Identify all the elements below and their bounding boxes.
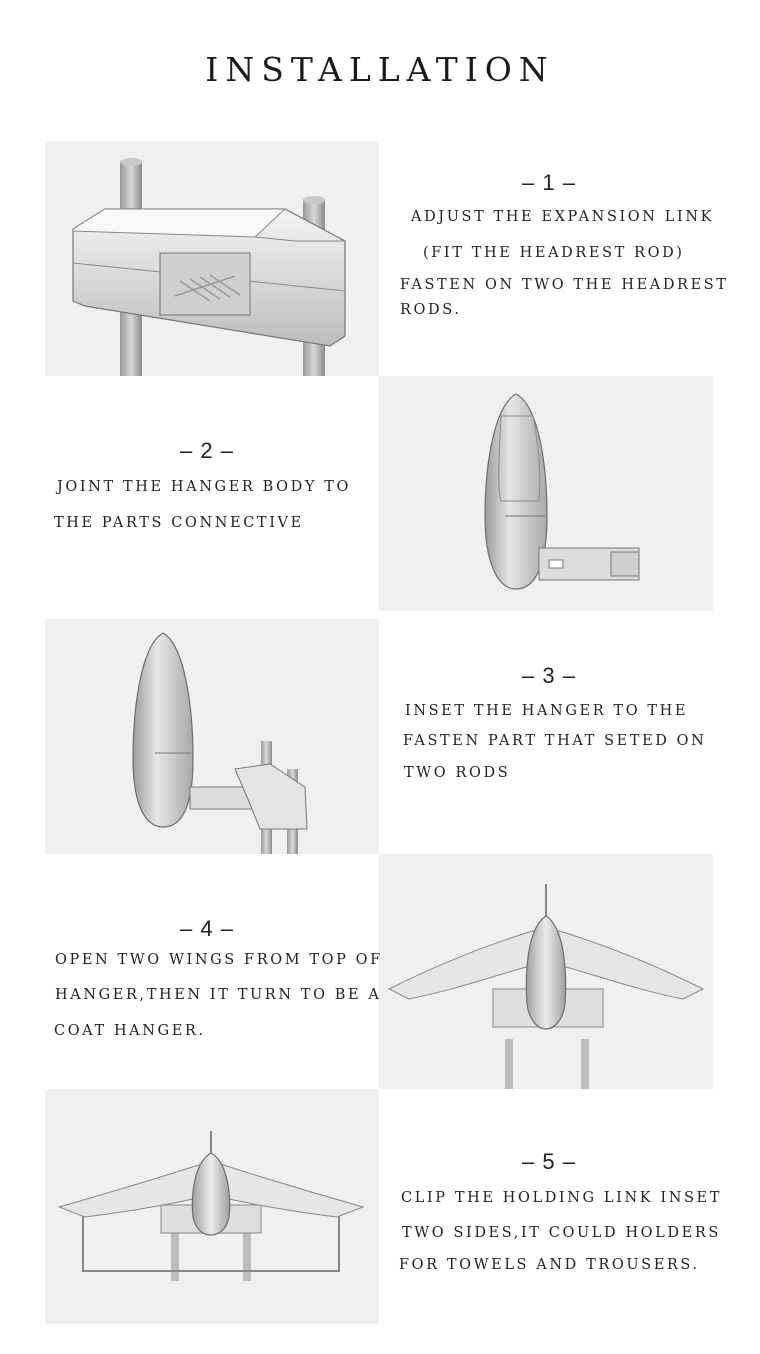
hanger-on-rods-illustration <box>45 619 379 854</box>
open-wings-illustration <box>379 854 713 1089</box>
step-1-line-1: ADJUST THE EXPANSION LINK <box>411 209 715 225</box>
step-2-number: – 2 – <box>180 438 234 463</box>
step-4-line-2: HANGER,THEN IT TURN TO BE A <box>55 987 382 1003</box>
step-5-line-1: CLIP THE HOLDING LINK INSET <box>401 1190 723 1206</box>
step-5-number: – 5 – <box>522 1149 576 1174</box>
step-4-image <box>379 854 713 1089</box>
hanger-body-illustration <box>379 376 713 611</box>
step-4-number: – 4 – <box>180 916 234 941</box>
step-1-line-4: RODS. <box>400 302 462 318</box>
step-3-line-1: INSET THE HANGER TO THE <box>405 703 689 719</box>
step-4-line-3: COAT HANGER. <box>54 1023 206 1039</box>
step-4-line-1: OPEN TWO WINGS FROM TOP OF <box>55 952 383 968</box>
step-3-line-3: TWO RODS <box>404 765 511 781</box>
step-1-number: – 1 – <box>522 170 576 195</box>
step-2-image <box>379 376 713 611</box>
step-3-line-2: FASTEN PART THAT SETED ON <box>403 733 707 749</box>
step-3-number: – 3 – <box>522 663 576 688</box>
headrest-clamp-illustration <box>45 141 379 376</box>
step-5-line-2: TWO SIDES,IT COULD HOLDERS <box>402 1225 721 1241</box>
step-5-line-3: FOR TOWELS AND TROUSERS. <box>399 1257 700 1273</box>
step-1-line-2: (FIT THE HEADREST ROD) <box>423 245 685 261</box>
step-1-image <box>45 141 379 376</box>
step-2-line-2: THE PARTS CONNECTIVE <box>54 515 304 531</box>
step-3-image <box>45 619 379 854</box>
step-2-line-1: JOINT THE HANGER BODY TO <box>57 479 351 495</box>
holding-link-illustration <box>45 1089 379 1324</box>
step-5-image <box>45 1089 379 1324</box>
page-title: INSTALLATION <box>205 50 555 89</box>
step-1-line-3: FASTEN ON TWO THE HEADREST <box>400 277 729 293</box>
